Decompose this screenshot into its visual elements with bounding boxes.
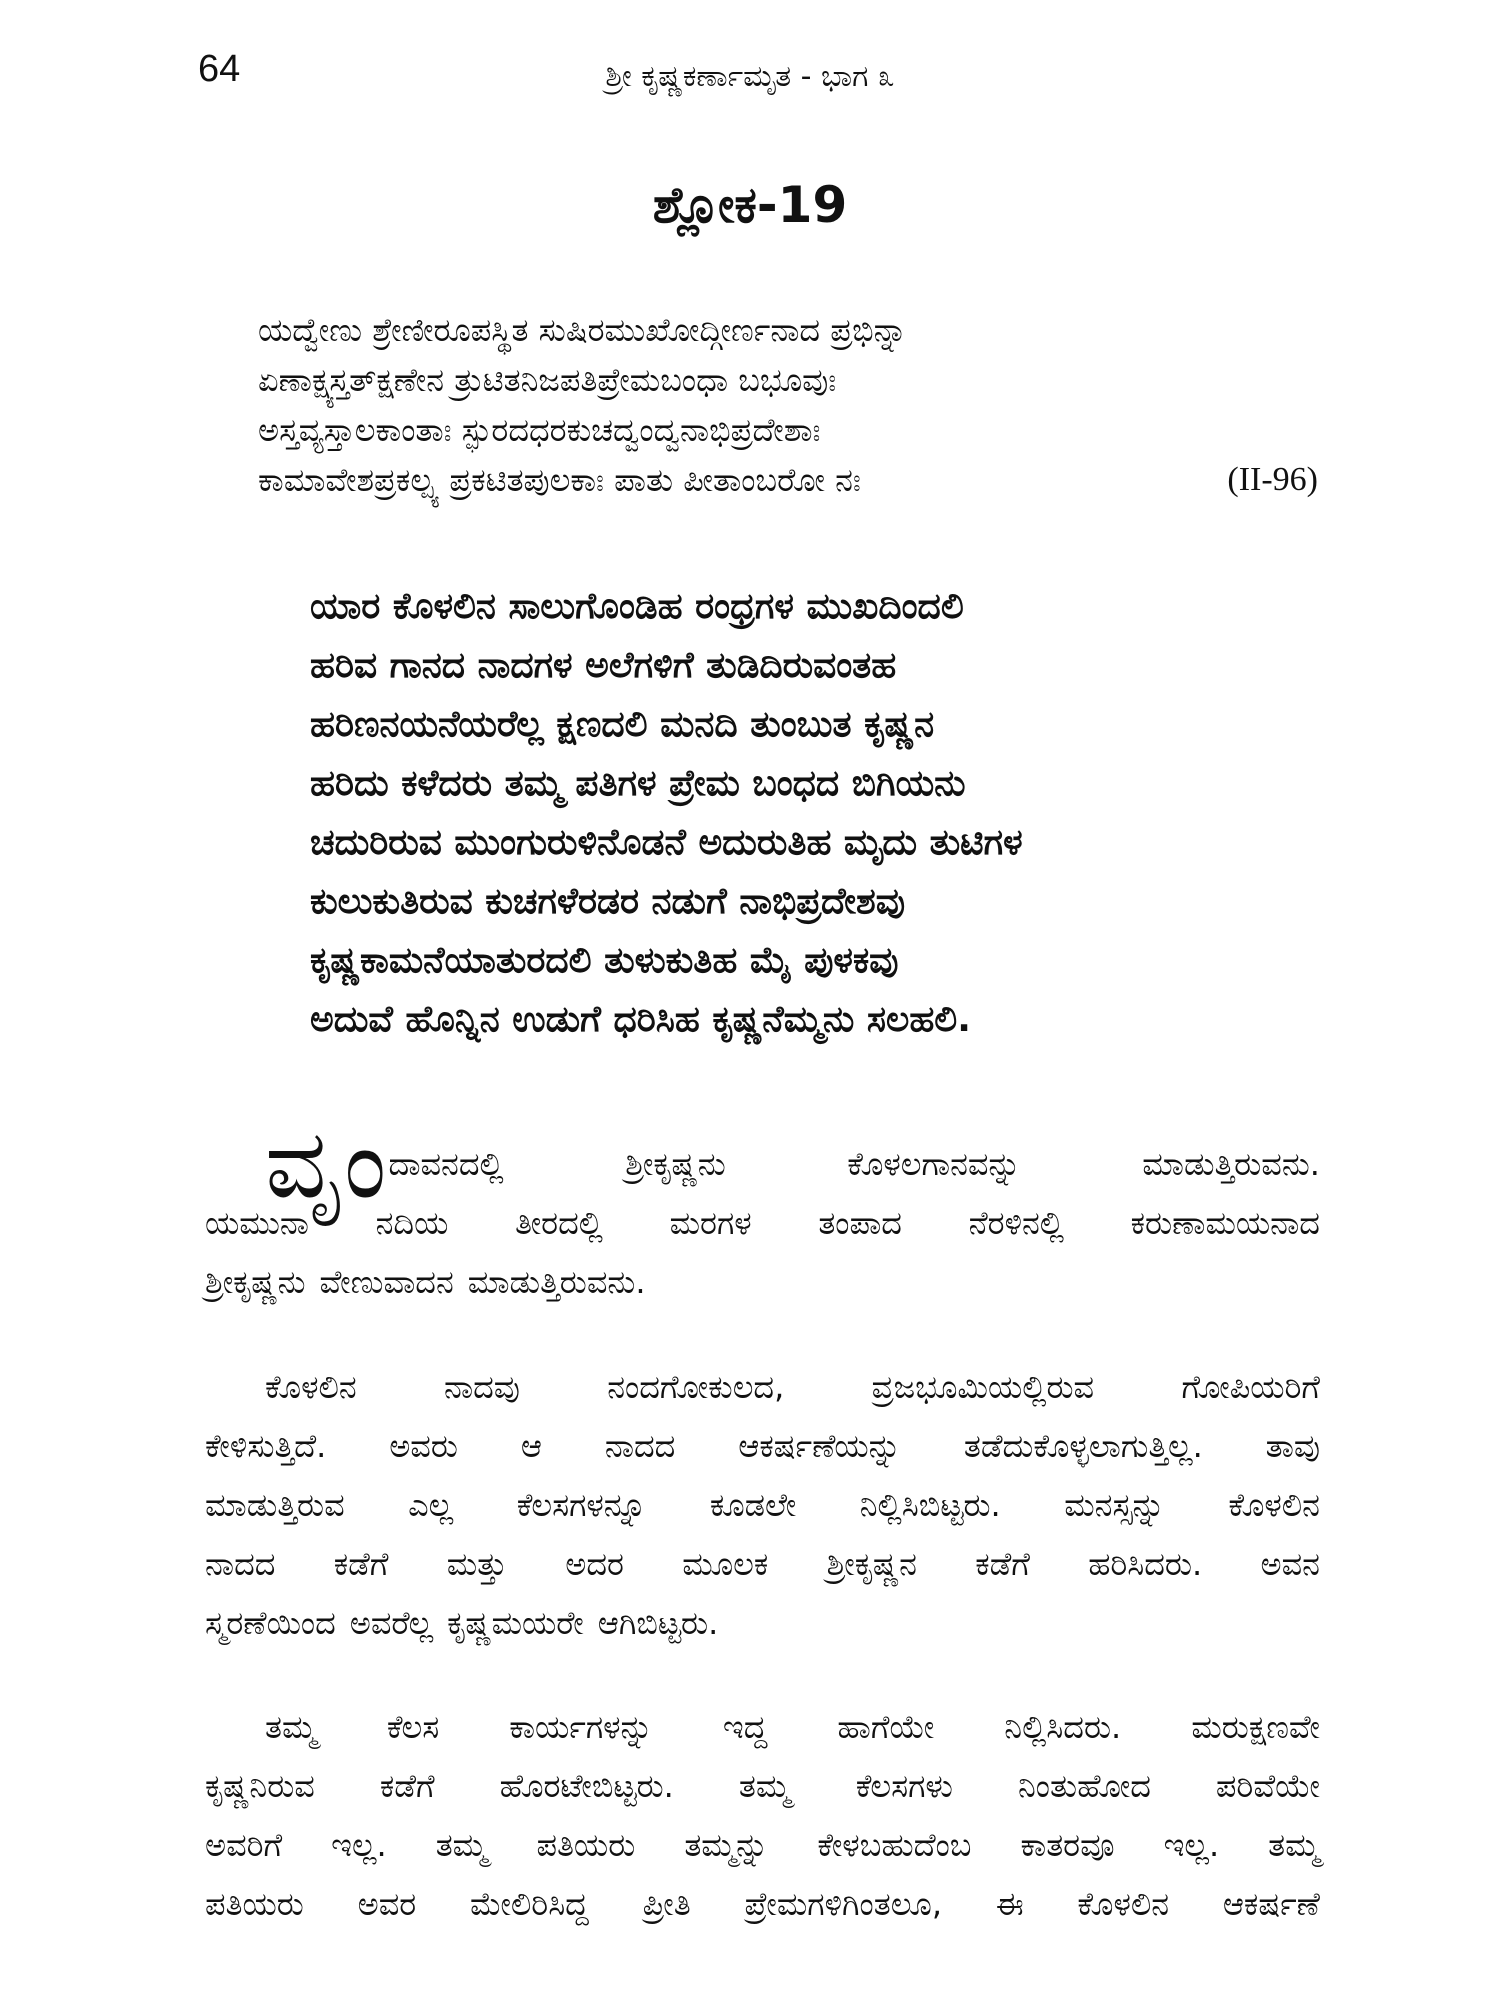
kannada-verse-line: ಕುಲುಕುತಿರುವ ಕುಚಗಳೆರಡರ ನಡುಗೆ ನಾಭಿಪ್ರದೇಶವು bbox=[310, 881, 906, 922]
paragraph-line: ಕೇಳಿಸುತ್ತಿದೆ. ಅವರು ಆ ನಾದದ ಆಕರ್ಷಣೆಯನ್ನು ತಡೆದುಕೊಳ್ಳಲಾಗುತ್ತಿಲ್ಲ. ತಾವು bbox=[205, 1427, 1320, 1465]
paragraph-line: ಪತಿಯರು ಅವರ ಮೇಲಿರಿಸಿದ್ದ ಪ್ರೀತಿ ಪ್ರೇಮಗಳಿಗಿಂತಲೂ, ಈ ಕೊಳಲಿನ ಆಕರ್ಷಣೆ bbox=[205, 1885, 1320, 1923]
running-header: ಶ್ರೀ ಕೃಷ್ಣಕರ್ಣಾಮೃತ - ಭಾಗ ೩ bbox=[605, 59, 895, 94]
commentary-paragraph-1 bbox=[205, 1108, 1320, 1312]
paragraph-line: ಕೊಳಲಿನ ನಾದವು ನಂದಗೋಕುಲದ, ವ್ರಜಭೂಮಿಯಲ್ಲಿರುವ ಗೋಪಿಯರಿಗೆ bbox=[265, 1368, 1320, 1406]
paragraph-line: ವೃಂದಾವನದಲ್ಲಿ ಶ್ರೀಕೃಷ್ಣನು ಕೊಳಲಗಾನವನ್ನು ಮಾಡುತ್ತಿರುವನು. bbox=[265, 1108, 1320, 1220]
paragraph-line: ಅವರಿಗೆ ಇಲ್ಲ. ತಮ್ಮ ಪತಿಯರು ತಮ್ಮನ್ನು ಕೇಳಬಹುದೆಂಬ ಕಾತರವೂ ಇಲ್ಲ. ತಮ್ಮ bbox=[205, 1826, 1320, 1864]
verse-reference: (II-96) bbox=[1227, 461, 1318, 498]
paragraph-line: ಮಾಡುತ್ತಿರುವ ಎಲ್ಲ ಕೆಲಸಗಳನ್ನೂ ಕೂಡಲೇ ನಿಲ್ಲಿಸಿಬಿಟ್ಟರು. ಮನಸ್ಸನ್ನು ಕೊಳಲಿನ bbox=[205, 1486, 1320, 1524]
kannada-verse-line: ಯಾರ ಕೊಳಲಿನ ಸಾಲುಗೊಂಡಿಹ ರಂಧ್ರಗಳ ಮುಖದಿಂದಲಿ bbox=[310, 586, 964, 627]
kannada-verse-line: ಕೃಷ್ಣಕಾಮನೆಯಾತುರದಲಿ ತುಳುಕುತಿಹ ಮೈ ಪುಳಕವು bbox=[310, 940, 899, 981]
kannada-verse bbox=[310, 577, 1310, 1049]
commentary-paragraph-3 bbox=[205, 1698, 1320, 1934]
paragraph-line: ಶ್ರೀಕೃಷ್ಣನು ವೇಣುವಾದನ ಮಾಡುತ್ತಿರುವನು. bbox=[205, 1263, 646, 1301]
sanskrit-line: ಯದ್ವೇಣು ಶ್ರೇಣೀರೂಪಸ್ಥಿತ ಸುಷಿರಮುಖೋದ್ಗೀರ್ಣನಾದ ಪ್ರಭಿನ್ನಾ bbox=[258, 311, 908, 349]
kannada-verse-line: ಅದುವೆ ಹೊನ್ನಿನ ಉಡುಗೆ ಧರಿಸಿಹ ಕೃಷ್ಣನೆಮ್ಮನು ಸಲಹಲಿ. bbox=[310, 999, 971, 1040]
paragraph-line: ತಮ್ಮ ಕೆಲಸ ಕಾರ್ಯಗಳನ್ನು ಇದ್ದ ಹಾಗೆಯೇ ನಿಲ್ಲಿಸಿದರು. ಮರುಕ್ಷಣವೇ bbox=[265, 1708, 1320, 1746]
kannada-verse-line: ಹರಿವ ಗಾನದ ನಾದಗಳ ಅಲೆಗಳಿಗೆ ತುಡಿದಿರುವಂತಹ bbox=[310, 645, 897, 686]
sanskrit-verse bbox=[258, 305, 1318, 505]
paragraph-line: ನಾದದ ಕಡೆಗೆ ಮತ್ತು ಅದರ ಮೂಲಕ ಶ್ರೀಕೃಷ್ಣನ ಕಡೆಗೆ ಹರಿಸಿದರು. ಅವನ bbox=[205, 1545, 1320, 1583]
sanskrit-line: ಏಣಾಕ್ಷ್ಯಸ್ತತ್‌ಕ್ಷಣೇನ ತ್ರುಟಿತನಿಜಪತಿಪ್ರೇಮಬಂಧಾ ಬಭೂವುಃ bbox=[258, 361, 837, 399]
page-number: 64 bbox=[198, 48, 241, 90]
paragraph-line: ಸ್ಮರಣೆಯಿಂದ ಅವರೆಲ್ಲ ಕೃಷ್ಣಮಯರೇ ಆಗಿಬಿಟ್ಟರು. bbox=[205, 1604, 719, 1642]
sanskrit-line: ಅಸ್ತವ್ಯಸ್ತಾಲಕಾಂತಾಃ ಸ್ಫುರದಧರಕುಚದ್ವಂದ್ವನಾಭಿಪ್ರದೇಶಾಃ bbox=[258, 411, 821, 449]
drop-cap: ವೃಂ bbox=[265, 1108, 387, 1220]
kannada-verse-line: ಚದುರಿರುವ ಮುಂಗುರುಳಿನೊಡನೆ ಅದುರುತಿಹ ಮೃದು ತುಟಿಗಳ bbox=[310, 822, 1023, 863]
sanskrit-line: ಕಾಮಾವೇಶಪ್ರಕಲ್ಪ್ಯ ಪ್ರಕಟಿತಪುಲಕಾಃ ಪಾತು ಪೀತಾಂಬರೋ ನಃ (II-96) bbox=[258, 455, 1318, 505]
kannada-verse-line: ಹರಿಣನಯನೆಯರೆಲ್ಲ ಕ್ಷಣದಲಿ ಮನದಿ ತುಂಬುತ ಕೃಷ್ಣನ bbox=[310, 704, 935, 745]
shloka-title: ಶ್ಲೋಕ-19 bbox=[652, 176, 848, 234]
paragraph-line: ಯಮುನಾ ನದಿಯ ತೀರದಲ್ಲಿ ಮರಗಳ ತಂಪಾದ ನೆರಳಿನಲ್ಲಿ ಕರುಣಾಮಯನಾದ bbox=[205, 1204, 1320, 1242]
commentary-paragraph-2 bbox=[205, 1358, 1320, 1653]
paragraph-line: ಕೃಷ್ಣನಿರುವ ಕಡೆಗೆ ಹೊರಟೇಬಿಟ್ಟರು. ತಮ್ಮ ಕೆಲಸಗಳು ನಿಂತುಹೋದ ಪರಿವೆಯೇ bbox=[205, 1767, 1320, 1805]
kannada-verse-line: ಹರಿದು ಕಳೆದರು ತಮ್ಮ ಪತಿಗಳ ಪ್ರೇಮ ಬಂಧದ ಬಿಗಿಯನು bbox=[310, 763, 966, 804]
